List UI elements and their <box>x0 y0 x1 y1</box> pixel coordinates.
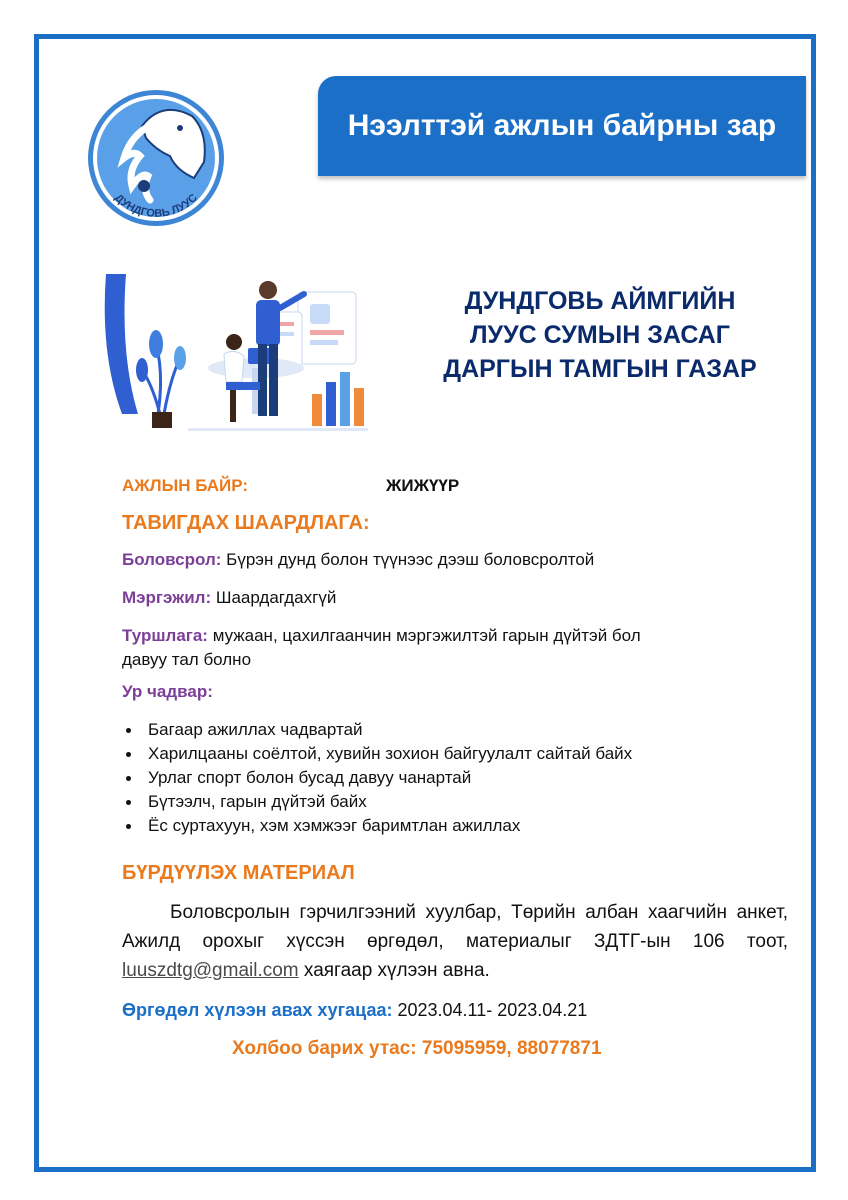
list-item: Урлаг спорт болон бусад давуу чанартай <box>148 766 632 790</box>
profession-value: Шаардагдахгүй <box>211 588 337 607</box>
materials-text-before: Боловсролын гэрчилгээний хуулбар, Төрийн албан хаагчийн анкет, Ажилд орохыг хүссэн өргөдөл, материалыг ЗДТГ-ын 106 тоот, <box>122 902 788 952</box>
profession-row <box>122 588 336 608</box>
list-item: Багаар ажиллах чадвартай <box>148 718 632 742</box>
office-illustration <box>98 264 370 446</box>
list-item: Харилцааны соёлтой, хувийн зохион байгуулалт сайтай байх <box>148 742 632 766</box>
organization-line-2: ЛУУС СУМЫН ЗАСАГ <box>470 321 730 349</box>
materials-text-after: хаягаар хүлээн авна. <box>298 960 490 981</box>
position-row <box>122 476 460 496</box>
experience-value-line-2: давуу тал болно <box>122 650 252 669</box>
deadline-row <box>122 1000 587 1021</box>
deadline-value: 2023.04.11- 2023.04.21 <box>392 1000 588 1020</box>
skills-label: Ур чадвар: <box>122 682 213 701</box>
skills-list <box>122 718 632 838</box>
profession-label: Мэргэжил: <box>122 588 212 607</box>
experience-row <box>122 624 641 672</box>
page-title-banner <box>318 76 806 176</box>
position-value: ЖИЖҮҮР <box>386 476 460 495</box>
email-link[interactable]: luuszdtg@gmail.com <box>122 960 299 981</box>
experience-label: Туршлага: <box>122 626 208 645</box>
experience-value-line-1: мужаан, цахилгаанчин мэргэжилтэй гарын дүйтэй бол <box>207 626 641 645</box>
organization-name <box>400 284 800 386</box>
page-title: Нээлттэй ажлын байрны зар <box>347 109 777 142</box>
logo-text: ДУНДГОВЬ ЛУУС <box>112 191 200 220</box>
organization-line-1: ДУНДГОВЬ АЙМГИЙН <box>464 287 736 315</box>
list-item: Ёс суртахуун, хэм хэмжээг баримтлан ажиллах <box>148 814 632 838</box>
contact-phone: Холбоо барих утас: 75095959, 88077871 <box>232 1038 602 1059</box>
requirements-heading: ТАВИГДАХ ШААРДЛАГА: <box>122 512 370 534</box>
organization-line-3: ДАРГЫН ТАМГЫН ГАЗАР <box>443 355 757 383</box>
list-item: Бүтээлч, гарын дүйтэй байх <box>148 790 632 814</box>
education-row <box>122 550 594 570</box>
education-label: Боловсрол: <box>122 550 222 569</box>
materials-text <box>122 898 788 985</box>
position-label: АЖЛЫН БАЙР: <box>122 476 249 495</box>
education-value: Бүрэн дунд болон түүнээс дээш боловсролтой <box>221 550 595 569</box>
organization-logo <box>84 86 228 230</box>
deadline-label: Өргөдөл хүлээн авах хугацаа: <box>122 1000 393 1020</box>
materials-heading: БҮРДҮҮЛЭХ МАТЕРИАЛ <box>122 862 355 884</box>
